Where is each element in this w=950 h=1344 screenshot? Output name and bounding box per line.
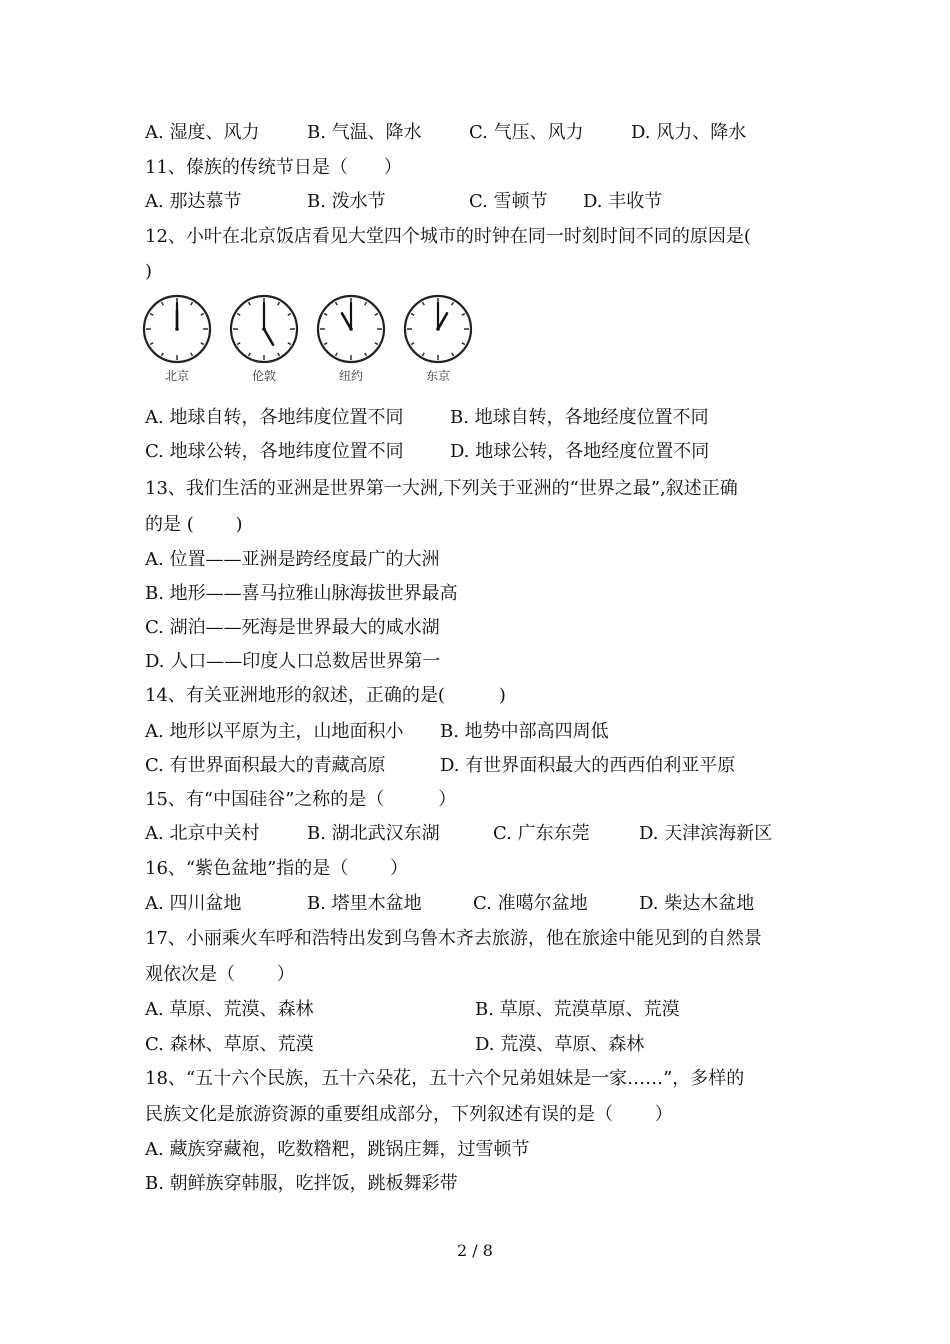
q11-stem: 11、傣族的传统节日是（ ） bbox=[145, 157, 402, 178]
q14-option-d: D. 有世界面积最大的西西伯利亚平原 bbox=[440, 755, 736, 776]
q10-option-b: B. 气温、降水 bbox=[307, 122, 422, 143]
clock-label-london: 伦敦 bbox=[251, 369, 276, 383]
q14-option-c: C. 有世界面积最大的青藏高原 bbox=[145, 755, 386, 776]
q18-stem-line1: 18、“五十六个民族，五十六朵花，五十六个兄弟姐妹是一家……”，多样的 bbox=[145, 1068, 745, 1089]
q16-option-d: D. 柴达木盆地 bbox=[639, 893, 755, 914]
clock-face-icon bbox=[140, 292, 214, 366]
clock-label-newyork: 纽约 bbox=[338, 369, 363, 383]
clock-label-tokyo: 东京 bbox=[425, 369, 450, 383]
q18-option-b: B. 朝鲜族穿韩服，吃拌饭，跳板舞彩带 bbox=[145, 1173, 458, 1194]
q13-stem-line2: 的是 ( ) bbox=[145, 514, 243, 535]
clock-tokyo bbox=[401, 292, 475, 387]
q16-option-a: A. 四川盆地 bbox=[145, 893, 242, 914]
q14-option-b: B. 地势中部高四周低 bbox=[440, 721, 609, 742]
q17-stem-line2: 观依次是（ ） bbox=[145, 964, 295, 985]
clock-beijing bbox=[140, 292, 214, 387]
q12-option-d: D. 地球公转，各地经度位置不同 bbox=[450, 441, 710, 462]
q15-stem: 15、有“中国硅谷”之称的是（ ） bbox=[145, 789, 457, 810]
q15-option-d: D. 天津滨海新区 bbox=[639, 823, 773, 844]
q16-option-b: B. 塔里木盆地 bbox=[307, 893, 422, 914]
clock-face-icon bbox=[314, 292, 388, 366]
q10-option-c: C. 气压、风力 bbox=[469, 122, 584, 143]
q11-option-a: A. 那达慕节 bbox=[145, 191, 242, 212]
q18-stem-line2: 民族文化是旅游资源的重要组成部分，下列叙述有误的是（ ） bbox=[145, 1104, 673, 1125]
q13-option-d: D. 人口——印度人口总数居世界第一 bbox=[145, 651, 441, 672]
q14-stem: 14、有关亚洲地形的叙述，正确的是( ) bbox=[145, 685, 506, 706]
q11-option-b: B. 泼水节 bbox=[307, 191, 386, 212]
page-number: 2 / 8 bbox=[457, 1241, 493, 1260]
q17-stem-line1: 17、小丽乘火车呼和浩特出发到乌鲁木齐去旅游，他在旅途中能见到的自然景 bbox=[145, 928, 762, 949]
q12-stem-line1: 12、小叶在北京饭店看见大堂四个城市的时钟在同一时刻时间不同的原因是( bbox=[145, 226, 751, 247]
q16-stem: 16、“紫色盆地”指的是（ ） bbox=[145, 858, 409, 879]
q18-option-a: A. 藏族穿藏袍，吃数糌粑，跳锅庄舞，过雪顿节 bbox=[145, 1139, 530, 1160]
q15-option-c: C. 广东东莞 bbox=[493, 823, 590, 844]
q11-option-d: D. 丰收节 bbox=[583, 191, 663, 212]
q15-option-a: A. 北京中关村 bbox=[145, 823, 260, 844]
q15-option-b: B. 湖北武汉东湖 bbox=[307, 823, 440, 844]
clock-london bbox=[227, 292, 301, 387]
q12-option-c: C. 地球公转，各地纬度位置不同 bbox=[145, 441, 404, 462]
q17-option-d: D. 荒漠、草原、森林 bbox=[475, 1034, 645, 1055]
clock-face-icon bbox=[401, 292, 475, 366]
q12-option-a: A. 地球自转，各地纬度位置不同 bbox=[145, 407, 404, 428]
q16-option-c: C. 准噶尔盆地 bbox=[473, 893, 588, 914]
clock-label-beijing: 北京 bbox=[164, 369, 189, 383]
q14-option-a: A. 地形以平原为主，山地面积小 bbox=[145, 721, 404, 742]
q17-option-b: B. 草原、荒漠草原、荒漠 bbox=[475, 999, 680, 1020]
q13-option-a: A. 位置——亚洲是跨经度最广的大洲 bbox=[145, 549, 440, 570]
q10-option-a: A. 湿度、风力 bbox=[145, 122, 260, 143]
q17-option-a: A. 草原、荒漠、森林 bbox=[145, 999, 314, 1020]
q12-stem-line2: ) bbox=[145, 261, 153, 282]
q17-option-c: C. 森林、草原、荒漠 bbox=[145, 1034, 314, 1055]
q12-option-b: B. 地球自转，各地经度位置不同 bbox=[450, 407, 709, 428]
clock-newyork bbox=[314, 292, 388, 387]
q12-clock-figure bbox=[140, 292, 480, 387]
q13-option-c: C. 湖泊——死海是世界最大的咸水湖 bbox=[145, 617, 440, 638]
q10-option-d: D. 风力、降水 bbox=[631, 122, 747, 143]
q11-option-c: C. 雪顿节 bbox=[469, 191, 548, 212]
q13-option-b: B. 地形——喜马拉雅山脉海拔世界最高 bbox=[145, 583, 458, 604]
q13-stem-line1: 13、我们生活的亚洲是世界第一大洲,下列关于亚洲的“世界之最”,叙述正确 bbox=[145, 478, 738, 499]
clock-face-icon bbox=[227, 292, 301, 366]
